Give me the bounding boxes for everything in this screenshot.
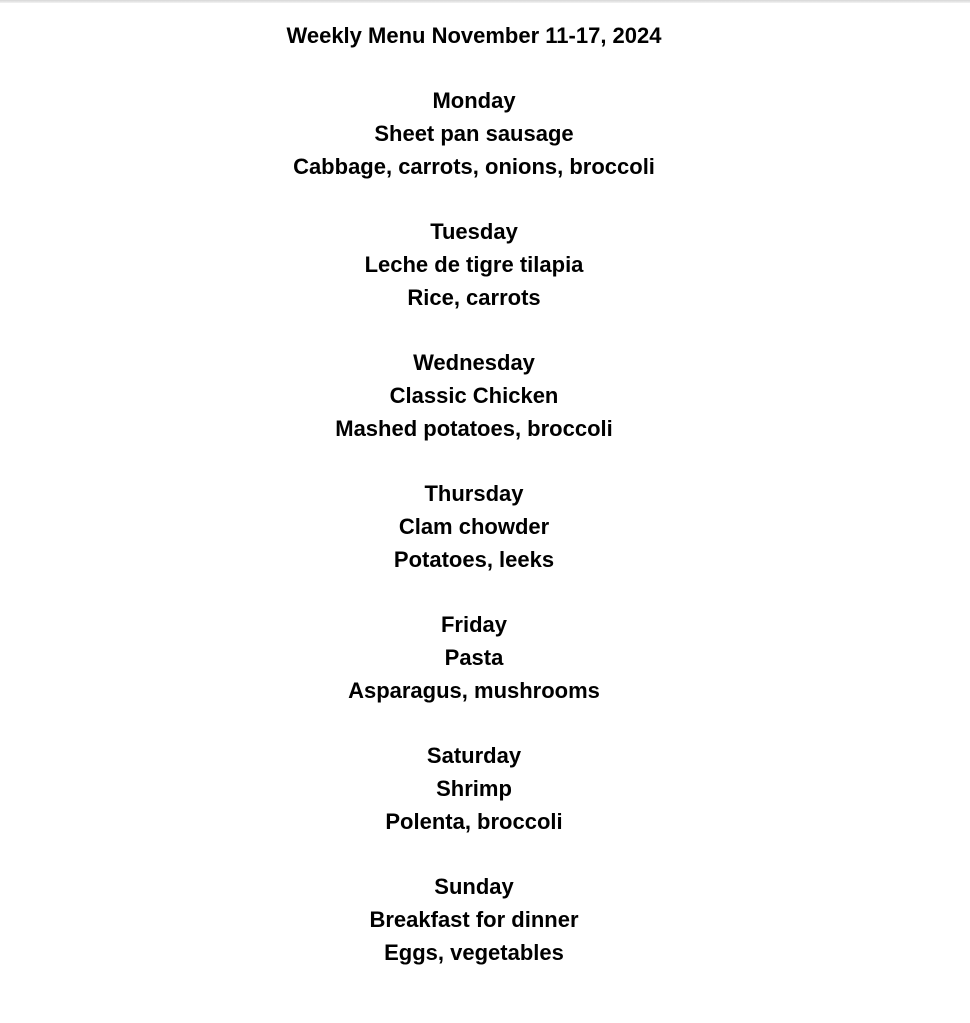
day-block-tuesday [0,215,948,314]
day-block-friday [0,608,948,707]
side-dishes: Polenta, broccoli [385,809,563,834]
day-name: Friday [440,612,508,637]
side-dishes: Mashed potatoes, broccoli [335,416,613,441]
top-divider [0,0,970,3]
day-name: Wednesday [413,350,535,375]
day-name: Saturday [426,743,522,768]
day-block-monday [0,84,948,183]
main-dish: Pasta [444,645,504,670]
side-dishes: Potatoes, leeks [393,547,555,572]
day-name: Monday [432,88,516,113]
day-name: Tuesday [430,219,518,244]
day-name: Thursday [424,481,524,506]
side-dishes: Rice, carrots [407,285,541,310]
main-dish: Clam chowder [398,514,550,539]
page-title: Weekly Menu November 11-17, 2024 [286,23,662,48]
day-block-saturday [0,739,948,838]
main-dish: Leche de tigre tilapia [364,252,584,277]
side-dishes: Eggs, vegetables [384,940,564,965]
day-name: Sunday [434,874,514,899]
day-block-sunday [0,870,948,969]
main-dish: Shrimp [436,776,512,801]
day-block-thursday [0,477,948,576]
main-dish: Classic Chicken [389,383,559,408]
day-block-wednesday [0,346,948,445]
main-dish: Breakfast for dinner [369,907,579,932]
side-dishes: Cabbage, carrots, onions, broccoli [293,154,655,179]
side-dishes: Asparagus, mushrooms [348,678,600,703]
menu-document [0,19,948,1001]
main-dish: Sheet pan sausage [374,121,574,146]
